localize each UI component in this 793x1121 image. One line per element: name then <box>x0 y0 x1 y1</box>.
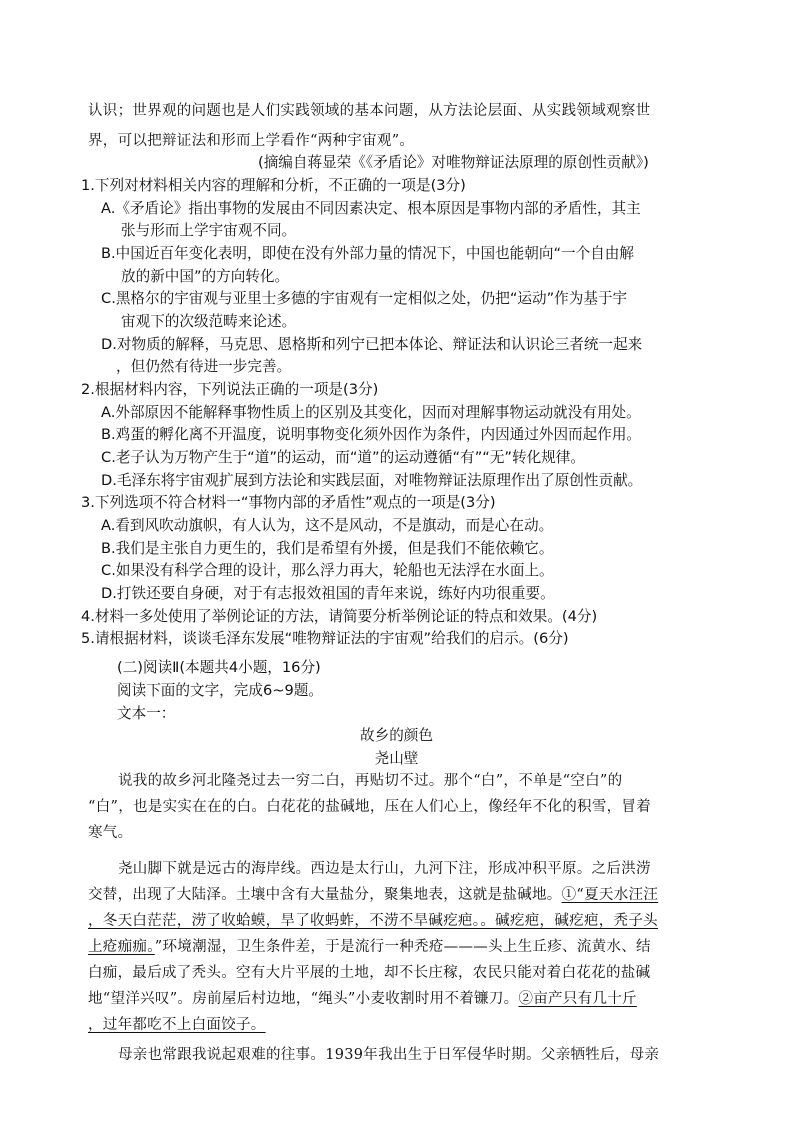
question-1-option-b-line-2: 放的新中国”的方向转化。 <box>121 268 290 285</box>
article-paragraph-2-line-5: 白痂，最后成了秃头。空有大片平展的土地，却不长庄稼，农民只能对着白花花的盐碱 <box>88 965 651 981</box>
underlined-sentence-1-start: ①“夏天水汪汪 <box>561 887 659 903</box>
question-3-stem: 3.下列选项不符合材料一“事物内部的矛盾性”观点的一项是(3分) <box>81 494 496 511</box>
underlined-sentence-2-start: ②亩产只有几十斤 <box>518 991 637 1007</box>
question-3-option-d: D.打铁还要自身硬，对于有志报效祖国的青年来说，练好内功很重要。 <box>101 585 555 602</box>
underlined-sentence-1-middle: ，冬天白茫茫，涝了收蛤蟆，旱了收蚂蚱，不涝不旱碱疙疤。。碱疙疤，碱疙疤，秃子头 <box>88 913 658 929</box>
question-4: 4.材料一多处使用了举例论证的方法，请简要分析举例论证的特点和效果。(4分) <box>81 608 598 625</box>
question-1-option-b-line-1: B.中国近百年变化表明，即使在没有外部力量的情况下，中国也能朝向“一个自由解 <box>101 245 634 262</box>
question-2-option-a: A.外部原因不能解释事物性质上的区别及其变化，因而对理解事物运动就没有用处。 <box>101 404 641 421</box>
question-2-option-d: D.毛泽东将宇宙观扩展到方法论和实践层面，对唯物辩证法原理作出了原创性贡献。 <box>101 472 643 489</box>
question-3-option-a: A.看到风吹动旗帜，有人认为，这不是风动，不是旗动，而是心在动。 <box>101 517 554 534</box>
question-1-option-a-line-1: A.《矛盾论》指出事物的发展由不同因素决定、根本原因是事物内部的矛盾性，其主 <box>101 200 641 217</box>
question-1-option-c-line-2: 宙观下的次级范畴来论述。 <box>121 313 297 330</box>
intro-line-2: 界，可以把辩证法和形而上学看作“两种宇宙观”。 <box>88 133 415 149</box>
section-2-heading: (二)阅读Ⅱ(本题共4小题，16分) <box>117 659 321 676</box>
intro-line-1: 认识；世界观的问题也是人们实践领域的基本问题，从方法论层面、从实践领域观察世 <box>88 103 651 119</box>
question-3-option-c: C.如果没有科学合理的设计，那么浮力再大，轮船也无法浮在水面上。 <box>101 562 554 579</box>
section-2-instruction: 阅读下面的文字，完成6~9题。 <box>117 682 323 699</box>
article-author: 尧山壁 <box>374 750 419 767</box>
question-1-option-a-line-2: 张与形而上学宇宙观不同。 <box>121 222 297 239</box>
question-1-stem: 1.下列对材料相关内容的理解和分析，不正确的一项是(3分) <box>81 177 466 194</box>
text-one-label: 文本一： <box>117 705 176 722</box>
source-citation: (摘编自蒋显荣《《矛盾论》对唯物辩证法原理的原创性贡献》) <box>258 154 649 171</box>
article-text-span: 地“望洋兴叹”。房前屋后村边地，“绳头”小麦收割时用不着镰刀。 <box>88 991 519 1007</box>
question-3-option-b: B.我们是主张自力更生的，我们是希望有外援，但是我们不能依赖它。 <box>101 540 554 557</box>
article-paragraph-3-line-1: 母亲也常跟我说起艰难的往事。1939年我出生于日军侵华时期。父亲牺牲后，母亲 <box>118 1047 660 1063</box>
question-2-stem: 2.根据材料内容，下列说法正确的一项是(3分) <box>81 381 379 398</box>
article-paragraph-1-line-2: “白”，也是实实在在的白。白花花的盐碱地，压在人们心上，像经年不化的积雪，冒着 <box>88 799 652 815</box>
article-title: 故乡的颜色 <box>360 727 433 744</box>
question-5: 5.请根据材料，谈谈毛泽东发展“唯物辩证法的宇宙观”给我们的启示。(6分) <box>81 630 569 647</box>
underlined-sentence-2-end: ，过年都吃不上白面饺子。 <box>88 1017 266 1033</box>
article-paragraph-1-line-3: 寒气。 <box>88 825 133 841</box>
article-paragraph-2-line-1: 尧山脚下就是远古的海岸线。西边是太行山，九河下注，形成冲积平原。之后洪涝 <box>118 861 651 877</box>
article-paragraph-2-line-6 <box>88 988 637 1010</box>
question-1-option-d-line-1: D.对物质的解释，马克思、恩格斯和列宁已把本体论、辩证法和认识论三者统一起来 <box>101 336 643 353</box>
article-text-span: 交替，出现了大陆泽。土壤中含有大量盐分，聚集地表，这就是盐碱地。 <box>88 887 562 903</box>
article-paragraph-2-line-2 <box>88 884 658 906</box>
question-1-option-d-line-2: ，但仍然有待进一步完善。 <box>116 358 292 375</box>
question-2-option-c: C.老子认为万物产生于“道”的运动，而“道”的运动遵循“有”“无”转化规律。 <box>101 449 585 466</box>
question-2-option-b: B.鸡蛋的孵化离不开温度，说明事物变化须外因作为条件，内因通过外因而起作用。 <box>101 426 642 443</box>
article-paragraph-2-line-4 <box>88 936 651 958</box>
question-1-option-c-line-1: C.黑格尔的宇宙观与亚里士多德的宇宙观有一定相似之处，仍把“运动”作为基于宇 <box>101 290 628 307</box>
underlined-sentence-1-end: 上疮痂痂。 <box>88 939 155 955</box>
article-text-span: ”环境潮湿，卫生条件差，于是流行一种秃疮———头上生丘疹、流黄水、结 <box>154 939 651 955</box>
article-paragraph-1-line-1: 说我的故乡河北隆尧过去一穷二白，再贴切不过。那个“白”，不单是“空白”的 <box>118 773 623 789</box>
